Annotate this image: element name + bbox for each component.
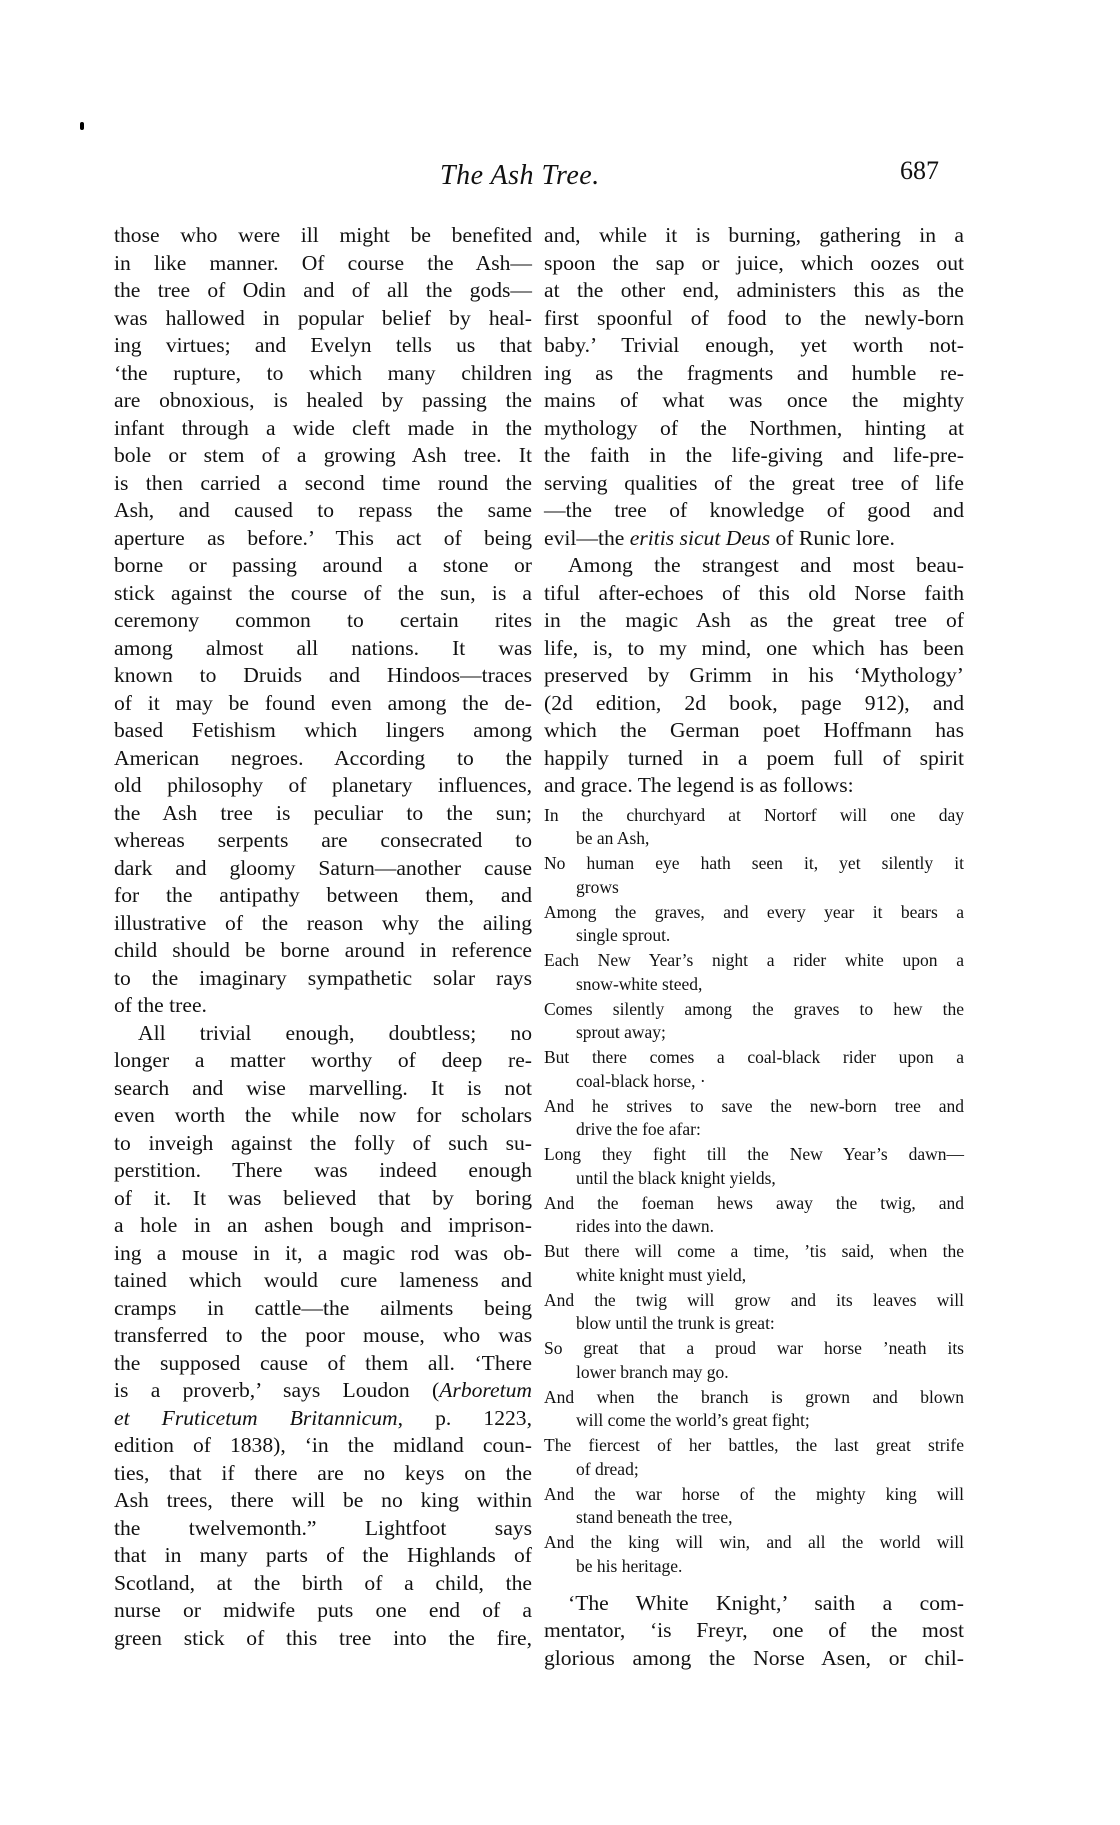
text-line-evil: evil—the eritis sicut Deus of Runic lore. — [544, 525, 895, 550]
text-line: ing a mouse in it, a magic rod was ob- — [114, 1240, 532, 1265]
text-line: bole or stem of a growing Ash tree. It — [114, 443, 532, 467]
left-column — [114, 222, 532, 1652]
right-column — [544, 222, 964, 1672]
print-speck — [80, 122, 84, 130]
text-line: longer a matter worthy of deep re- — [114, 1048, 532, 1072]
text-line: in the magic Ash as the great tree of — [544, 608, 964, 632]
poem-line-continuation: white knight must yield, — [576, 1264, 747, 1285]
text-line: those who were ill might be benefited — [114, 223, 532, 247]
text-line: baby.’ Trivial enough, yet worth not- — [544, 333, 964, 357]
text-line: —the tree of knowledge of good and — [544, 498, 964, 522]
poem-line: But there comes a coal-black rider upon a — [544, 1047, 964, 1067]
text-line: aperture as before.’ This act of being — [114, 525, 532, 550]
poem-line-continuation: lower branch may go. — [576, 1361, 729, 1382]
poem-line-continuation: grows — [576, 876, 619, 897]
text-line: All trivial enough, doubtless; no — [138, 1020, 532, 1045]
text-line: et Fruticetum Britannicum, p. 1223, — [114, 1405, 532, 1430]
poem-line: Each New Year’s night a rider white upon a — [544, 950, 964, 970]
text-line: Ash trees, there will be no king within — [114, 1488, 532, 1512]
text-line: green stick of this tree into the fire, — [114, 1625, 532, 1650]
text-line: to inveigh against the folly of such su- — [114, 1130, 532, 1155]
left-paragraph-2 — [114, 1020, 532, 1653]
page-number: 687 — [900, 156, 939, 185]
poem-line-continuation: stand beneath the tree, — [576, 1507, 733, 1527]
text-line: child should be borne around in reference — [114, 938, 532, 962]
text-line: American negroes. According to the — [114, 745, 532, 770]
poem-line: Comes silently among the graves to hew the — [544, 998, 964, 1019]
running-title: The Ash Tree. — [440, 160, 600, 191]
text-line: spoon the sap or juice, which oozes out — [544, 250, 964, 275]
right-paragraph-2 — [544, 552, 964, 800]
text-line: whereas serpents are consecrated to — [114, 828, 532, 852]
poem-line: In the churchyard at Nortorf will one day — [544, 804, 964, 825]
text-line: of it. It was believed that by boring — [114, 1185, 532, 1210]
text-line: serving qualities of the great tree of life — [544, 470, 964, 495]
text-line: ties, that if there are no keys on the — [114, 1460, 532, 1485]
text-line: and grace. The legend is as follows: — [544, 773, 854, 797]
text-line: stick against the course of the sun, is a — [114, 580, 532, 605]
text-line: the supposed cause of them all. ‘There — [114, 1350, 532, 1375]
text-line: nurse or midwife puts one end of a — [114, 1598, 532, 1622]
poem-line-continuation: rides into the dawn. — [576, 1216, 715, 1236]
text-line: of the tree. — [114, 993, 207, 1017]
text-line: the faith in the life-giving and life-pre- — [544, 443, 964, 467]
text-line: to the imaginary sympathetic solar rays — [114, 965, 532, 990]
text-line: that in many parts of the Highlands of — [114, 1543, 532, 1567]
text-line: mythology of the Northmen, hinting at — [544, 415, 964, 440]
text-line: old philosophy of planetary influences, — [114, 773, 532, 797]
text-line: Scotland, at the birth of a child, the — [114, 1570, 532, 1595]
poem-line-continuation: drive the foe afar: — [576, 1119, 701, 1139]
poem-line: No human eye hath seen it, yet silently it — [544, 853, 964, 873]
poem-line-continuation: single sprout. — [576, 925, 671, 945]
poem — [544, 804, 964, 1580]
poem-line: But there will come a time, ’tis said, when the — [544, 1241, 964, 1261]
text-line: glorious among the Norse Asen, or chil- — [544, 1645, 964, 1670]
text-line: the twelvemonth.” Lightfoot says — [114, 1515, 532, 1540]
text-line: Among the strangest and most beau- — [568, 553, 964, 577]
text-line: a hole in an ashen bough and imprison- — [114, 1213, 532, 1237]
text-line: preserved by Grimm in his ‘Mythology’ — [544, 663, 964, 687]
text-line: which the German poet Hoffmann has — [544, 718, 964, 742]
text-line: was hallowed in popular belief by heal- — [114, 305, 532, 330]
text-line: tained which would cure lameness and — [114, 1268, 532, 1292]
text-line: the tree of Odin and of all the gods— — [114, 278, 532, 302]
poem-line: And the king will win, and all the world will — [544, 1532, 964, 1552]
text-line: is a proverb,’ says Loudon (Arboretum — [114, 1378, 532, 1402]
text-line: ing as the fragments and humble re- — [544, 360, 964, 385]
text-line: the Ash tree is peculiar to the sun; — [114, 800, 532, 825]
poem-line: And the foeman hews away the twig, and — [544, 1192, 964, 1213]
text-line: ing virtues; and Evelyn tells us that — [114, 333, 532, 357]
text-line: edition of 1838), ‘in the midland coun- — [114, 1433, 532, 1457]
text-line: perstition. There was indeed enough — [114, 1158, 532, 1182]
poem-line: And the war horse of the mighty king will — [544, 1483, 964, 1504]
text-line: for the antipathy between them, and — [114, 883, 532, 907]
text-line: life, is, to my mind, one which has been — [544, 635, 964, 660]
right-paragraph-1 — [544, 222, 964, 525]
poem-line: And the twig will grow and its leaves will — [544, 1289, 964, 1310]
poem-line-continuation: snow-white steed, — [576, 973, 703, 994]
text-line: borne or passing around a stone or — [114, 553, 532, 577]
text-line: are obnoxious, is healed by passing the — [114, 388, 532, 412]
text-line: (2d edition, 2d book, page 912), and — [544, 690, 964, 715]
text-line: ceremony common to certain rites — [114, 608, 532, 632]
text-line: mains of what was once the mighty — [544, 388, 964, 412]
text-line: transferred to the poor mouse, who was — [114, 1323, 532, 1347]
poem-line: The fiercest of her battles, the last great strife — [544, 1435, 964, 1455]
text-line: infant through a wide cleft made in the — [114, 415, 532, 440]
running-head — [0, 156, 1120, 200]
left-paragraph-1 — [114, 222, 532, 1020]
text-line: even worth the while now for scholars — [114, 1103, 532, 1127]
text-line: mentator, ‘is Freyr, one of the most — [544, 1618, 964, 1642]
poem-line-continuation: coal-black horse, · — [576, 1070, 706, 1091]
text-line: based Fetishism which lingers among — [114, 718, 532, 742]
poem-line-continuation: sprout away; — [576, 1022, 666, 1042]
text-line: Ash, and caused to repass the same — [114, 498, 532, 522]
text-line: in like manner. Of course the Ash— — [114, 250, 532, 275]
text-line: first spoonful of food to the newly-born — [544, 305, 964, 330]
poem-line-continuation: of dread; — [576, 1458, 639, 1479]
poem-line: So great that a proud war horse ’neath its — [544, 1338, 964, 1358]
text-line: ‘The White Knight,’ saith a com- — [568, 1590, 964, 1615]
text-line: among almost all nations. It was — [114, 635, 532, 660]
text-line: happily turned in a poem full of spirit — [544, 745, 964, 770]
text-line: tiful after-echoes of this old Norse faith — [544, 580, 964, 605]
text-line: is then carried a second time round the — [114, 470, 532, 495]
poem-line: Among the graves, and every year it bears a — [544, 901, 964, 922]
latin-phrase: eritis sicut Deus — [629, 525, 771, 550]
text-line: known to Druids and Hindoos—traces — [114, 663, 532, 687]
text-line: and, while it is burning, gathering in a — [544, 223, 964, 247]
poem-line-continuation: blow until the trunk is great: — [576, 1313, 775, 1333]
text-line: at the other end, administers this as the — [544, 278, 964, 302]
poem-line-continuation: be an Ash, — [576, 828, 650, 848]
poem-line-continuation: will come the world’s great fight; — [576, 1410, 810, 1430]
text-line: dark and gloomy Saturn—another cause — [114, 855, 532, 880]
poem-line-continuation: until the black knight yields, — [576, 1167, 776, 1188]
poem-line: And when the branch is grown and blown — [544, 1386, 964, 1407]
poem-line: And he strives to save the new-born tree and — [544, 1095, 964, 1116]
text-line: search and wise marvelling. It is not — [114, 1075, 532, 1100]
text-line: of it may be found even among the de- — [114, 690, 532, 715]
poem-line-continuation: be his heritage. — [576, 1555, 683, 1576]
text-line: ‘the rupture, to which many children — [114, 360, 532, 385]
right-paragraph-3 — [544, 1590, 964, 1673]
text-line: cramps in cattle—the ailments being — [114, 1295, 532, 1320]
poem-line: Long they fight till the New Year’s dawn— — [544, 1144, 964, 1164]
text-line: illustrative of the reason why the ailing — [114, 910, 532, 935]
